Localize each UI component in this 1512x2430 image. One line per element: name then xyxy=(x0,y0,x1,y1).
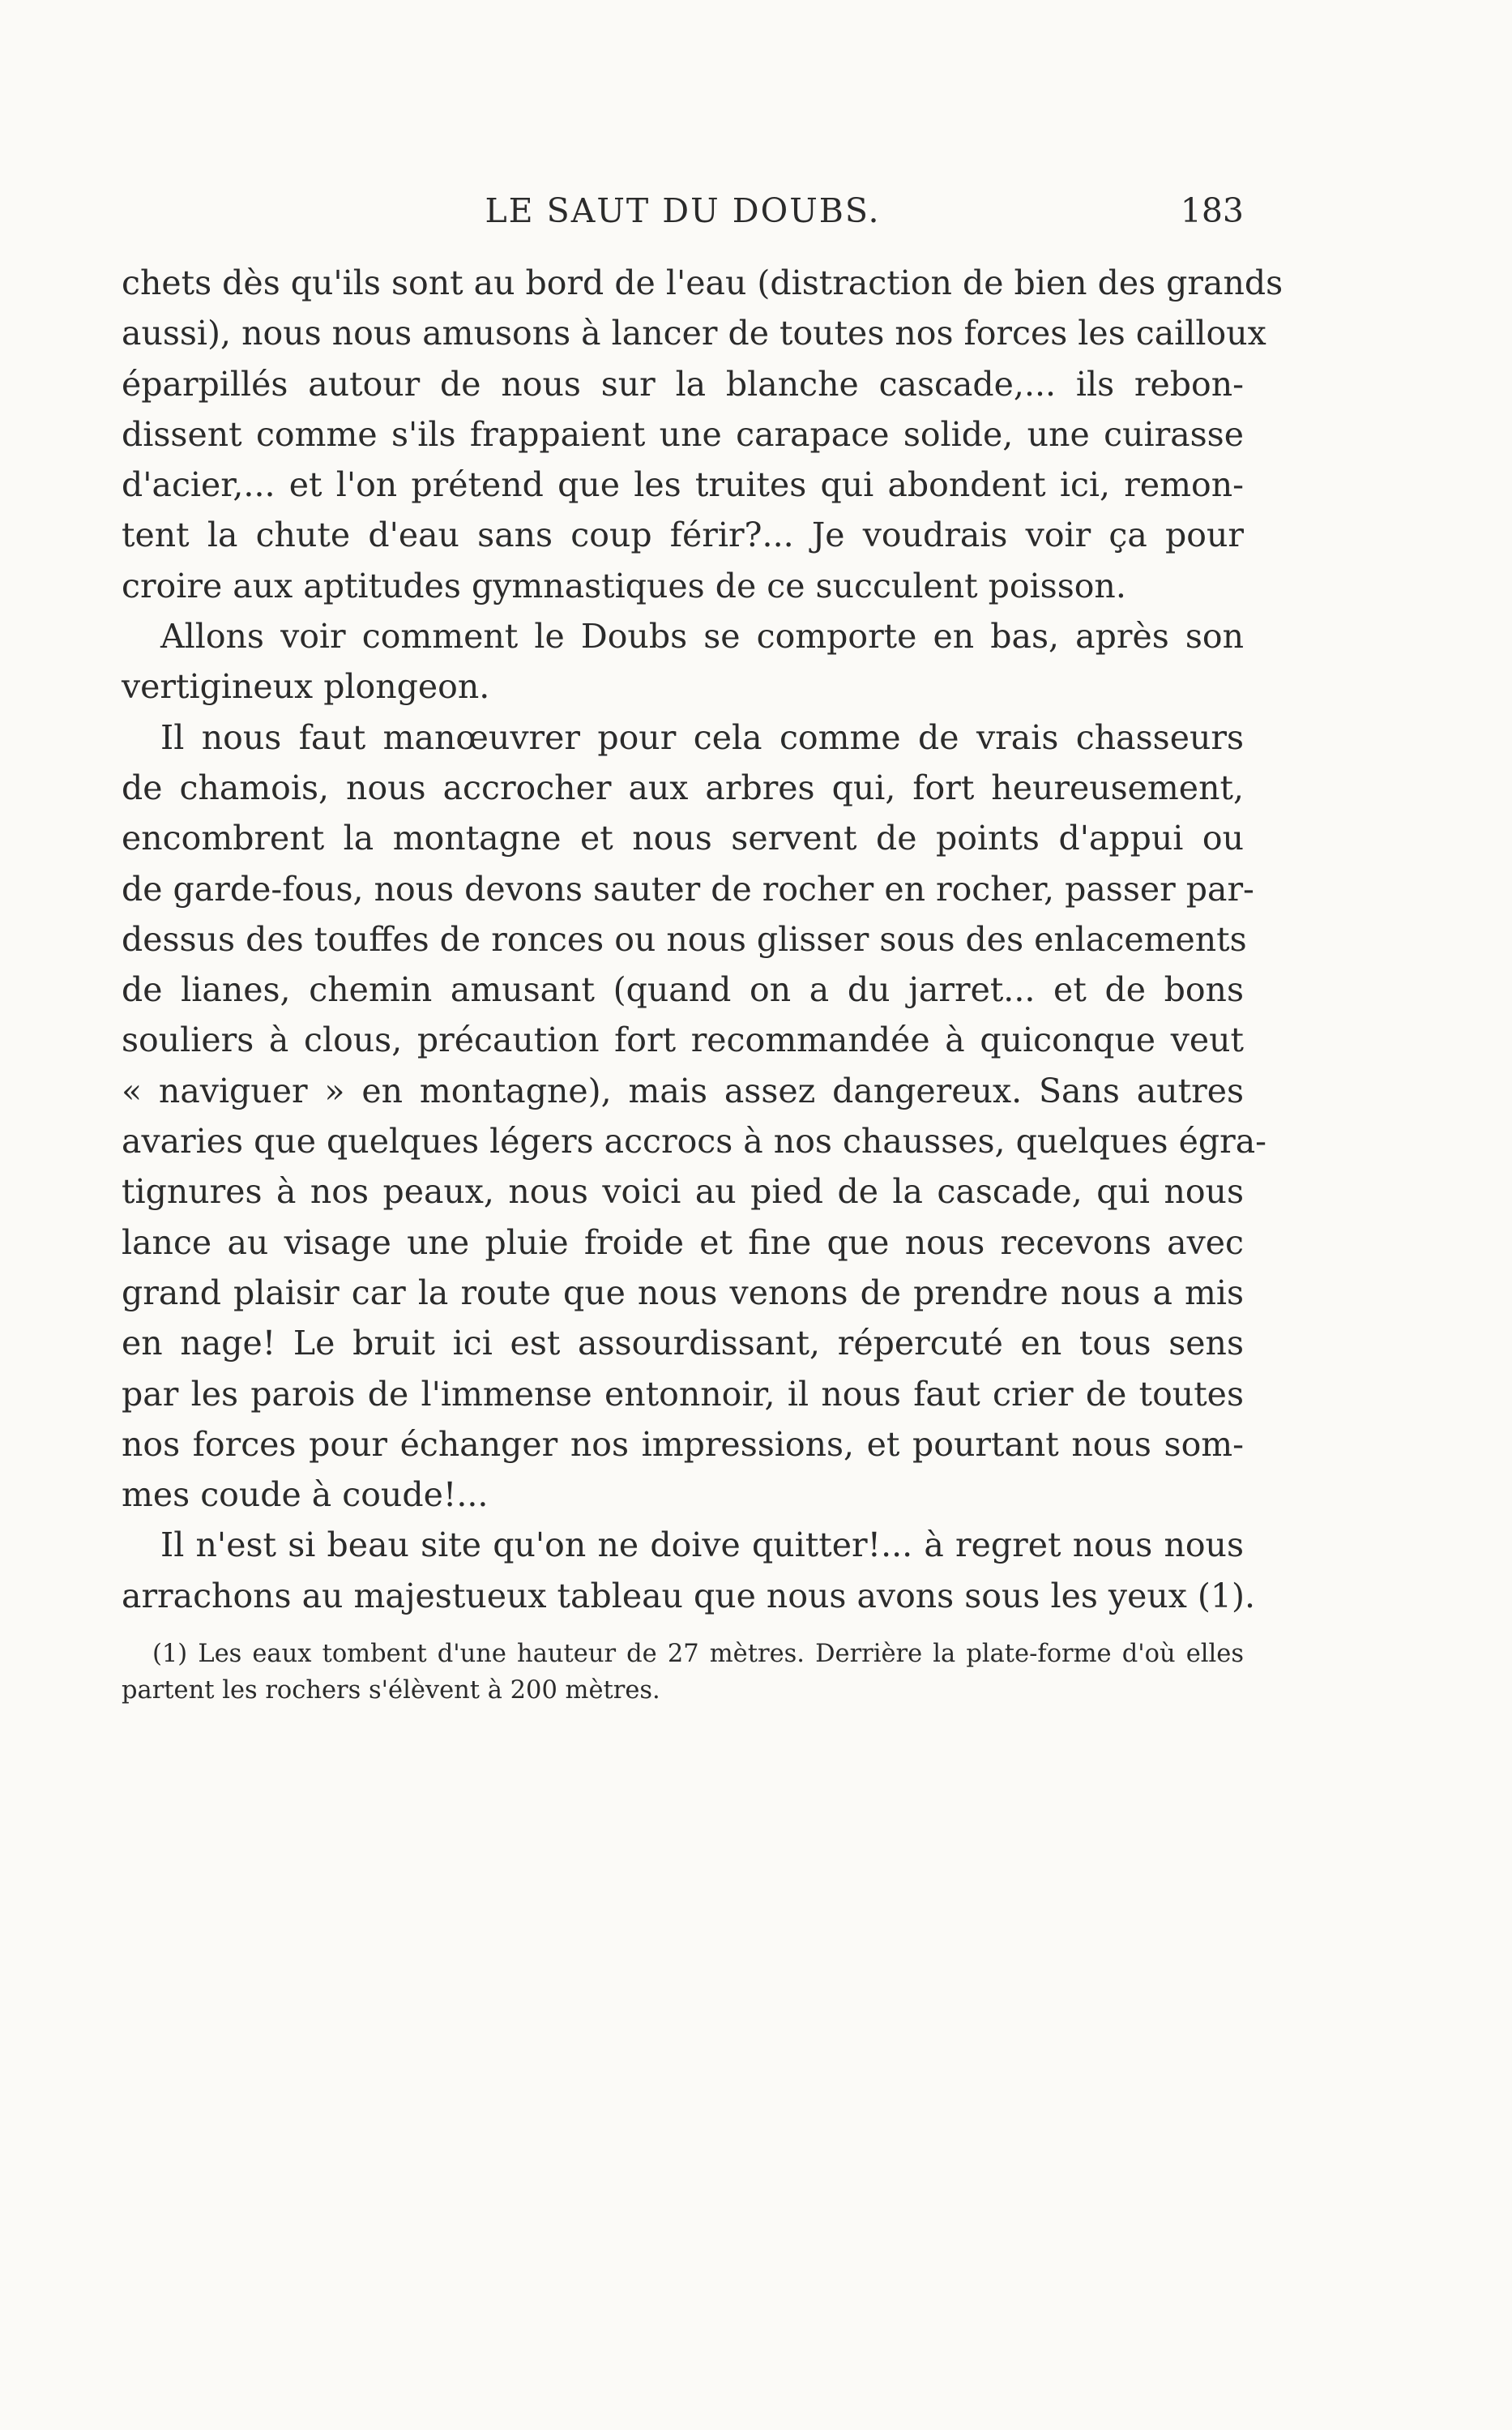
text-line: en nage! Le bruit ici est assourdissant, répercuté en tous sens xyxy=(122,1324,1244,1363)
text-line: de chamois, nous accrocher aux arbres qui, fort heureusement, xyxy=(122,768,1244,807)
text-line: tent la chute d'eau sans coup férir?... Je voudrais voir ça pour xyxy=(122,516,1244,555)
text-line: mes coude à coude!... xyxy=(122,1475,489,1515)
footnote-line: partent les rochers s'élèvent à 200 mètres. xyxy=(122,1676,660,1705)
text-line: Il n'est si beau site qu'on ne doive quitter!... à regret nous nous xyxy=(160,1525,1244,1565)
text-line: encombrent la montagne et nous servent de points d'appui ou xyxy=(122,819,1244,858)
text-line: souliers à clous, précaution fort recommandée à quiconque veut xyxy=(122,1020,1244,1060)
page-number: 183 xyxy=(1180,191,1244,230)
text-line: grand plaisir car la route que nous venons de prendre nous a mis xyxy=(122,1273,1244,1312)
text-line: « naviguer » en montagne), mais assez dangereux. Sans autres xyxy=(122,1071,1244,1110)
text-line: de garde-fous, nous devons sauter de rocher en rocher, passer par- xyxy=(122,869,1254,909)
text-line: dissent comme s'ils frappaient une carapace solide, une cuirasse xyxy=(122,414,1244,454)
text-line: éparpillés autour de nous sur la blanche cascade,... ils rebon- xyxy=(122,364,1244,404)
text-line: Allons voir comment le Doubs se comporte en bas, après son xyxy=(160,617,1244,657)
text-line: Il nous faut manœuvrer pour cela comme de vrais chasseurs xyxy=(160,717,1244,757)
text-line: lance au visage une pluie froide et fine que nous recevons avec xyxy=(122,1222,1244,1262)
text-line: aussi), nous nous amusons à lancer de toutes nos forces les cailloux xyxy=(122,314,1266,353)
running-title: LE SAUT DU DOUBS. xyxy=(485,191,881,230)
text-line: par les parois de l'immense entonnoir, il nous faut crier de toutes xyxy=(122,1374,1244,1414)
text-line: de lianes, chemin amusant (quand on a du jarret... et de bons xyxy=(122,970,1244,1010)
text-line: d'acier,... et l'on prétend que les truites qui abondent ici, remon- xyxy=(122,465,1244,505)
text-line: arrachons au majestueux tableau que nous avons sous les yeux (1). xyxy=(122,1576,1256,1615)
footnote xyxy=(122,1636,1244,1709)
text-line: vertigineux plongeon. xyxy=(122,667,490,707)
body-text xyxy=(122,258,1283,1621)
text-line: chets dès qu'ils sont au bord de l'eau (distraction de bien des grands xyxy=(122,263,1283,302)
text-line: nos forces pour échanger nos impressions, et pourtant nous som- xyxy=(122,1424,1244,1464)
text-line: croire aux aptitudes gymnastiques de ce succulent poisson. xyxy=(122,566,1126,605)
footnote-line: (1) Les eaux tombent d'une hauteur de 27 mètres. Derrière la plate-forme d'où elles xyxy=(152,1640,1244,1668)
text-line: dessus des touffes de ronces ou nous glisser sous des enlacements xyxy=(122,919,1247,959)
text-line: tignures à nos peaux, nous voici au pied de la cascade, qui nous xyxy=(122,1172,1244,1212)
text-line: avaries que quelques légers accrocs à nos chausses, quelques égra- xyxy=(122,1122,1267,1162)
page-header xyxy=(122,186,1244,235)
